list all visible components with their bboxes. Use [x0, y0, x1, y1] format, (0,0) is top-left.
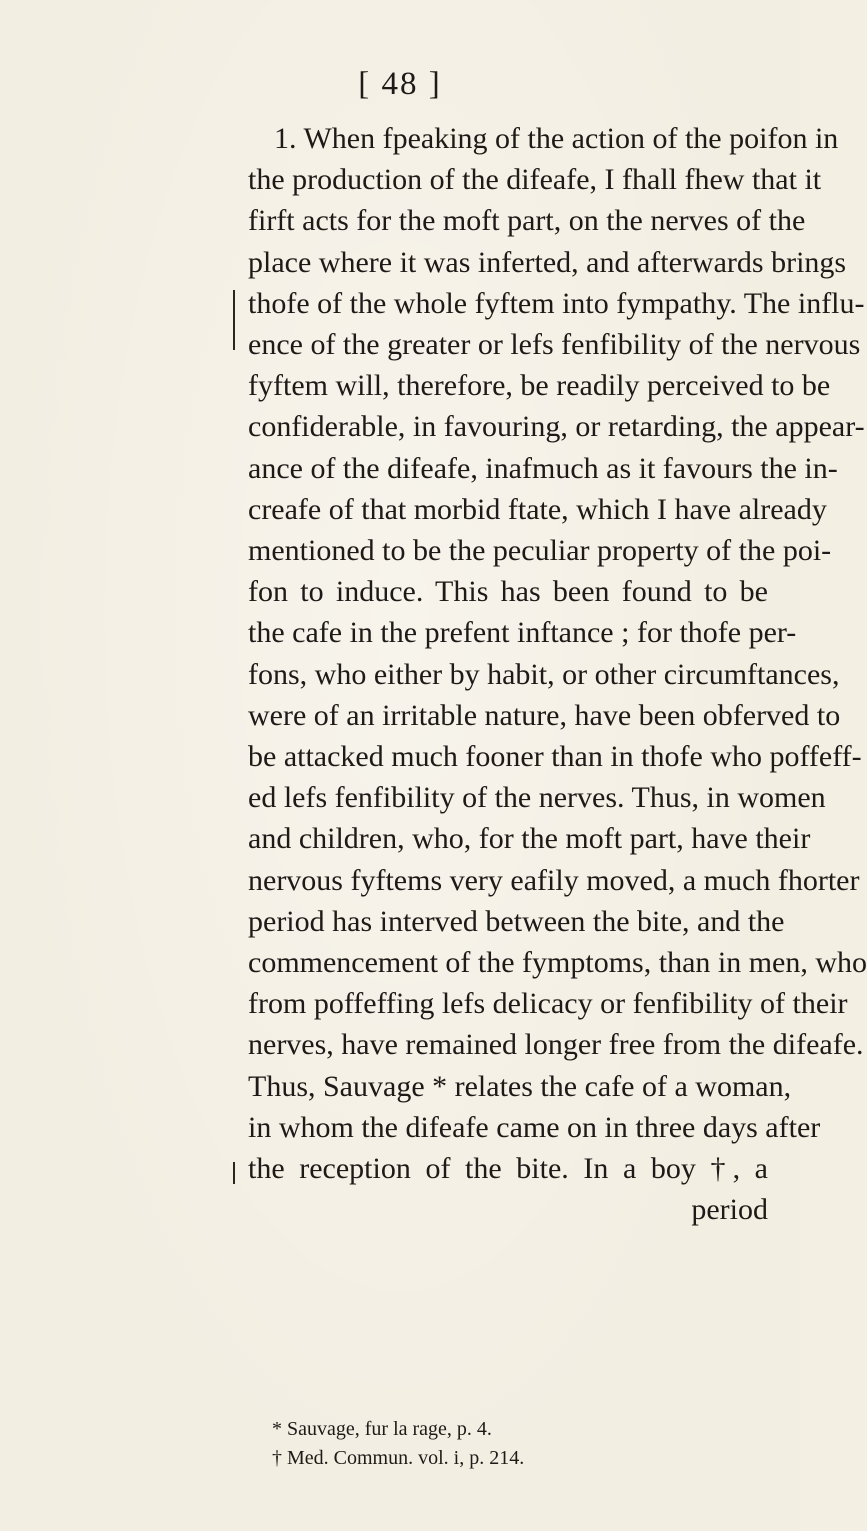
text-line: firft acts for the moft part, on the nerves of the — [248, 204, 806, 238]
text-line: mentioned to be the peculiar property of the poi- — [248, 534, 832, 568]
margin-mark — [233, 1162, 235, 1184]
text-line: ance of the difeafe, inafmuch as it favours the in- — [248, 451, 838, 485]
text-line: ence of the greater or lefs fenfibility of the nervous — [248, 328, 861, 362]
text-line: nerves, have remained longer free from the difeafe. — [248, 1028, 864, 1062]
footnote: † Med. Commun. vol. i, p. 214. — [272, 1447, 525, 1469]
text-line: the reception of the bite. In a boy †, a — [248, 1152, 768, 1186]
text-line: commencement of the fymptoms, than in men, who — [248, 946, 867, 980]
text-line: fyftem will, therefore, be readily perceived to be — [248, 369, 831, 403]
page-header: [ 48 ] — [358, 66, 442, 102]
text-line: were of an irritable nature, have been obferved to — [248, 698, 841, 732]
text-line: from poffeffing lefs delicacy or fenfibility of their — [248, 987, 848, 1021]
text-line: fons, who either by habit, or other circumftances, — [248, 657, 840, 691]
text-line: fon to induce. This has been found to be — [248, 575, 768, 609]
text-line: thofe of the whole fyftem into fympathy. The influ- — [248, 286, 865, 320]
text-line: in whom the difeafe came on in three days after — [248, 1110, 821, 1144]
footnotes — [272, 1415, 752, 1473]
text-line: period has interved between the bite, and the — [248, 904, 785, 938]
text-line: ed lefs fenfibility of the nerves. Thus, in women — [248, 781, 826, 815]
text-line: the cafe in the prefent inftance ; for thofe per- — [248, 616, 797, 650]
margin-mark — [233, 290, 235, 350]
footnote: * Sauvage, fur la rage, p. 4. — [272, 1418, 492, 1440]
text-line: and children, who, for the moft part, have their — [248, 822, 811, 856]
text-line: creafe of that morbid ftate, which I have already — [248, 492, 827, 526]
body-paragraph — [248, 118, 867, 1230]
text-line: place where it was inferted, and afterwards brings — [248, 245, 847, 279]
text-line: 1. When fpeaking of the action of the poifon in — [274, 122, 839, 155]
text-line: nervous fyftems very eafily moved, a much fhorter — [248, 863, 860, 897]
text-line: be attacked much fooner than in thofe who poffeff- — [248, 740, 862, 774]
catchword: period — [691, 1193, 768, 1227]
text-line: Thus, Sauvage * relates the cafe of a woman, — [248, 1069, 792, 1103]
text-line: the production of the difeafe, I fhall fhew that it — [248, 163, 822, 197]
text-line: confiderable, in favouring, or retarding, the appear- — [248, 410, 865, 444]
